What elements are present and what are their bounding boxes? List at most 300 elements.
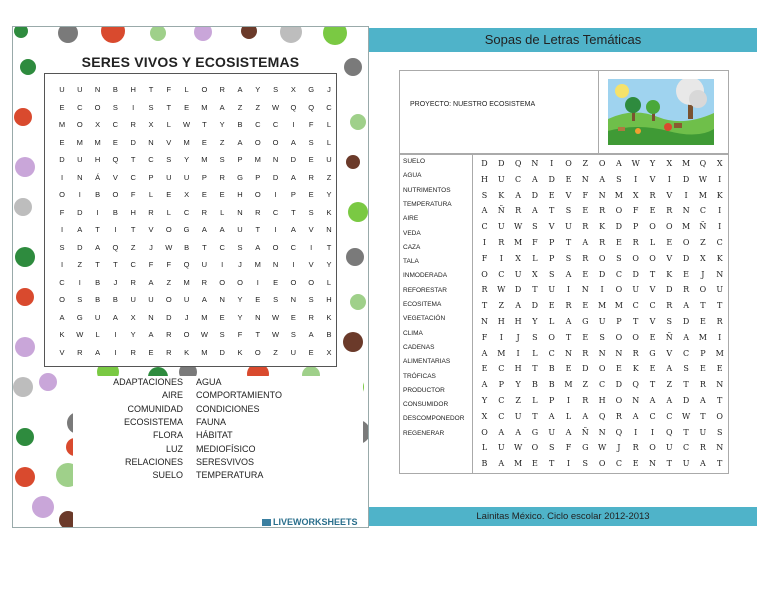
right-grid-letter: F — [632, 206, 639, 216]
right-grid-row — [400, 267, 730, 282]
left-grid-letter: I — [96, 207, 99, 217]
right-grid-letter: T — [649, 380, 656, 390]
left-grid-letter: R — [219, 172, 225, 182]
left-grid-letter: A — [237, 137, 243, 147]
right-grid-letter: L — [481, 443, 488, 453]
left-grid-letter: Y — [326, 190, 332, 199]
right-grid-letter: D — [514, 285, 522, 295]
left-grid-letter: S — [166, 155, 172, 164]
right-grid-letter: A — [481, 380, 488, 390]
left-grid-letter: M — [254, 260, 261, 269]
right-grid-letter: C — [683, 443, 690, 453]
right-grid-letter: Z — [515, 396, 521, 405]
right-grid-letter: I — [634, 174, 638, 184]
right-grid-letter: E — [582, 269, 589, 279]
right-grid-letter: G — [582, 443, 589, 453]
right-grid-row — [400, 219, 730, 234]
left-grid-letter: K — [184, 347, 190, 357]
right-grid-letter: D — [498, 159, 505, 168]
right-grid-letter: Z — [700, 238, 706, 247]
left-grid-letter: O — [254, 137, 261, 147]
left-grid-letter: L — [95, 330, 100, 339]
left-grid-letter: L — [184, 85, 189, 94]
right-grid-letter: N — [716, 269, 724, 279]
left-grid-letter: H — [94, 155, 101, 164]
right-grid-letter: O — [598, 159, 606, 168]
right-grid-letter: A — [565, 317, 572, 326]
right-grid-letter: W — [681, 411, 691, 421]
right-grid-letter: N — [598, 190, 606, 200]
left-grid-letter: U — [326, 155, 332, 164]
right-grid-letter: R — [632, 348, 639, 358]
right-grid-letter: H — [514, 317, 522, 326]
left-grid-letter: D — [77, 207, 83, 217]
right-grid-letter: C — [599, 380, 606, 390]
right-grid-letter: D — [598, 269, 606, 279]
right-grid-letter: Q — [632, 380, 639, 390]
left-grid-letter: R — [255, 207, 261, 217]
left-grid-letter: O — [219, 277, 226, 287]
left-grid-letter: Z — [273, 347, 278, 357]
left-grid-letter: I — [114, 347, 117, 357]
left-grid-letter: B — [95, 277, 101, 287]
left-grid-letter: I — [274, 190, 277, 199]
right-grid-row — [400, 377, 730, 392]
right-grid-letter: E — [699, 364, 706, 374]
right-grid-letter: S — [666, 317, 673, 326]
left-grid-letter: Z — [237, 102, 243, 112]
left-grid-letter: O — [254, 347, 261, 357]
left-grid-letter: E — [59, 102, 65, 112]
left-grid-letter: S — [308, 295, 314, 304]
right-grid-row — [400, 200, 730, 218]
left-grid-letter: D — [59, 155, 65, 164]
decorative-dot — [58, 27, 78, 43]
right-grid-letter: D — [615, 222, 623, 232]
left-grid-letter: E — [201, 190, 207, 199]
right-grid-letter: Ñ — [665, 332, 673, 342]
project-box — [399, 70, 729, 154]
right-grid-letter: U — [632, 285, 640, 295]
left-grid-letter: M — [201, 155, 208, 164]
left-grid-letter: Z — [166, 277, 172, 287]
right-grid-letter: O — [598, 364, 606, 374]
right-grid-letter: O — [598, 459, 606, 469]
right-grid-letter: N — [531, 159, 539, 168]
right-grid-letter: N — [598, 348, 606, 358]
left-grid-letter: T — [95, 225, 100, 234]
decorative-dot — [241, 27, 257, 39]
left-grid-letter: P — [255, 172, 261, 182]
right-word-item: VEGETACIÓN — [403, 315, 446, 323]
right-grid-letter: F — [582, 190, 589, 200]
right-grid-letter: O — [481, 427, 488, 437]
right-word-item: VEDA — [403, 229, 421, 237]
left-grid-letter: W — [165, 242, 173, 252]
left-grid-letter: N — [255, 312, 261, 322]
right-grid-letter: H — [514, 364, 522, 374]
right-grid-letter: P — [548, 238, 555, 247]
right-grid-letter: A — [532, 174, 538, 184]
right-word-item: DESCOMPONEDOR — [403, 415, 465, 423]
right-word-item: CONSUMIDOR — [403, 401, 449, 409]
left-grid-letter: E — [290, 312, 296, 322]
right-grid-letter: O — [615, 396, 623, 405]
right-grid-row — [400, 343, 730, 361]
left-grid-letter: U — [183, 295, 190, 304]
right-grid-letter: W — [698, 174, 707, 184]
left-grid-letter: R — [201, 207, 208, 217]
left-grid-letter: R — [166, 330, 172, 339]
left-word-list — [73, 376, 363, 528]
right-grid-letter: O — [632, 253, 639, 263]
decorative-dot — [15, 467, 35, 487]
right-grid-letter: A — [700, 459, 706, 469]
right-word-item: REFORESTAR — [403, 286, 447, 294]
right-grid-letter: E — [699, 317, 706, 326]
left-grid-letter: R — [130, 277, 136, 287]
right-grid-letter: U — [598, 317, 606, 326]
left-grid-letter: H — [237, 190, 243, 199]
right-grid-letter: J — [701, 269, 705, 279]
decorative-dot — [280, 27, 302, 43]
right-grid-letter: I — [499, 253, 503, 263]
right-grid-letter: D — [548, 174, 555, 184]
left-grid-letter: F — [237, 330, 243, 339]
right-grid-row — [400, 409, 730, 424]
right-grid-letter: T — [532, 411, 538, 421]
right-grid-letter: C — [481, 222, 488, 232]
left-word-item: COMUNIDAD — [127, 403, 183, 414]
decorative-dot — [16, 288, 34, 306]
left-grid-letter: T — [148, 85, 154, 94]
left-grid-letter: S — [273, 295, 279, 304]
left-word-item: SERESVIVOS — [196, 456, 255, 467]
right-grid-letter: R — [699, 380, 706, 390]
right-grid-letter: M — [681, 222, 691, 232]
right-grid-letter: T — [700, 411, 706, 421]
left-grid-letter: T — [113, 260, 118, 269]
left-grid-letter: I — [60, 172, 64, 182]
right-grid-letter: L — [532, 253, 538, 263]
decorative-dot — [348, 202, 368, 222]
left-grid-letter: B — [237, 120, 243, 129]
left-grid-letter: F — [308, 120, 314, 129]
decorative-dot — [32, 496, 54, 518]
right-grid-letter: K — [716, 253, 723, 263]
right-grid-letter: E — [481, 364, 488, 374]
right-grid-letter: I — [718, 174, 722, 184]
right-grid-letter: H — [598, 396, 606, 405]
left-grid-letter: J — [113, 277, 118, 287]
right-grid-letter: K — [599, 222, 606, 232]
right-grid-letter: L — [649, 238, 656, 247]
right-grid-letter: C — [716, 238, 723, 247]
right-grid-letter: A — [683, 301, 689, 311]
left-worksheet — [12, 26, 369, 528]
right-grid-letter: A — [481, 348, 488, 358]
right-grid-letter: O — [632, 332, 639, 342]
right-grid-letter: F — [481, 332, 488, 342]
right-grid-letter: R — [666, 301, 673, 311]
left-grid-letter: E — [59, 137, 65, 147]
right-grid-letter: V — [649, 174, 656, 184]
right-worksheet — [369, 26, 757, 526]
left-grid-letter: L — [166, 207, 171, 217]
right-grid-letter: A — [498, 427, 505, 437]
left-grid-letter: W — [183, 120, 191, 129]
right-grid-row — [400, 298, 730, 313]
left-grid-letter: D — [290, 155, 297, 164]
left-word-item: ECOSISTEMA — [123, 416, 183, 427]
left-grid-letter: I — [132, 102, 135, 112]
right-grid-letter: I — [499, 332, 503, 342]
left-grid-letter: F — [148, 260, 154, 269]
right-grid-letter: S — [548, 269, 555, 279]
left-grid-letter: P — [201, 172, 207, 182]
right-grid-letter: T — [481, 301, 488, 311]
left-grid-letter: N — [326, 225, 332, 234]
left-grid-letter: Y — [184, 155, 190, 164]
right-grid-letter: R — [582, 222, 589, 232]
left-grid-letter: Q — [290, 102, 297, 112]
right-grid-letter: D — [481, 159, 488, 168]
right-grid-letter: R — [632, 238, 639, 247]
right-grid-letter: A — [532, 206, 538, 216]
right-grid-letter: M — [614, 301, 623, 311]
right-grid-letter: Q — [598, 411, 606, 421]
right-grid-letter: U — [548, 285, 556, 295]
right-grid-letter: U — [716, 285, 724, 295]
left-grid-letter: I — [292, 120, 295, 129]
right-grid-letter: I — [600, 285, 604, 295]
left-grid-letter: O — [112, 190, 119, 199]
left-word-item: TEMPERATURA — [196, 470, 264, 481]
left-grid-letter: E — [184, 102, 190, 112]
right-grid-letter: T — [700, 301, 706, 311]
left-grid-letter: C — [183, 207, 190, 217]
right-grid-letter: M — [564, 380, 573, 390]
decorative-dot — [14, 108, 32, 126]
right-grid-letter: N — [598, 427, 606, 437]
left-grid-letter: M — [58, 120, 66, 129]
left-grid-letter: I — [60, 225, 64, 234]
right-grid-letter: A — [683, 332, 689, 342]
left-grid-letter: Y — [130, 330, 136, 339]
right-grid-letter: R — [699, 443, 706, 453]
left-grid-letter: C — [130, 172, 136, 182]
left-grid-letter: A — [308, 330, 314, 339]
right-grid-letter: M — [715, 348, 724, 358]
left-grid-letter: Y — [237, 295, 243, 304]
left-word-item: FAUNA — [196, 416, 227, 427]
left-grid-letter: A — [59, 312, 65, 322]
right-grid-letter: S — [616, 253, 622, 263]
left-grid-letter: B — [95, 295, 101, 304]
right-grid-letter: D — [682, 253, 690, 263]
left-grid-letter: L — [326, 137, 332, 147]
right-grid-row — [400, 456, 730, 471]
left-grid-letter: R — [166, 347, 172, 357]
left-grid-letter: H — [326, 295, 332, 304]
right-grid-letter: W — [513, 443, 523, 453]
left-grid-letter: E — [148, 347, 154, 357]
left-grid-letter: F — [166, 260, 172, 269]
right-grid-letter: A — [632, 411, 639, 421]
left-grid-letter: S — [77, 295, 83, 304]
left-grid-letter: T — [166, 102, 172, 112]
left-grid-letter: T — [291, 207, 296, 217]
decorative-dot — [346, 248, 364, 266]
left-grid-letter: C — [148, 155, 154, 164]
right-grid-letter: C — [498, 396, 505, 405]
right-grid-letter: W — [497, 285, 506, 295]
left-grid-letter: J — [184, 312, 189, 322]
right-grid-letter: E — [565, 174, 572, 184]
right-grid-letter: T — [666, 459, 672, 469]
right-footer: Lainitas México. Ciclo escolar 2012-2013 — [369, 507, 757, 526]
right-grid-letter: I — [667, 174, 671, 184]
right-grid-letter: T — [532, 285, 538, 295]
right-grid-letter: R — [632, 443, 639, 453]
right-grid-letter: N — [649, 459, 656, 469]
right-grid-letter: E — [649, 364, 656, 374]
right-grid-letter: C — [515, 174, 522, 184]
right-grid-letter: B — [548, 380, 555, 390]
right-grid-letter: A — [548, 411, 555, 421]
left-grid-letter: N — [148, 137, 154, 147]
right-grid-letter: A — [582, 238, 589, 247]
right-grid-letter: U — [497, 174, 505, 184]
right-grid-letter: K — [666, 269, 673, 279]
right-grid-letter: Ñ — [699, 222, 707, 232]
right-grid-letter: T — [565, 238, 572, 247]
left-grid-letter: C — [272, 120, 279, 129]
right-grid-letter: G — [582, 317, 589, 326]
left-grid-letter: S — [59, 242, 65, 252]
right-grid-letter: C — [498, 364, 505, 374]
right-grid-letter: D — [682, 396, 690, 405]
left-grid-letter: M — [76, 137, 83, 147]
right-grid-letter: E — [531, 459, 538, 469]
right-grid-letter: M — [597, 301, 607, 311]
left-grid-letter: Á — [95, 172, 101, 182]
right-grid-letter: O — [615, 332, 623, 342]
left-grid-letter: A — [148, 277, 154, 287]
right-grid-letter: T — [717, 301, 723, 311]
right-grid-letter: Y — [649, 159, 656, 168]
right-grid-letter: Z — [498, 301, 505, 311]
right-grid-letter: R — [582, 348, 589, 358]
right-grid-letter: D — [582, 364, 589, 374]
decorative-dot — [101, 27, 125, 43]
right-word-item: INMODERADA — [403, 272, 448, 280]
left-grid-letter: M — [201, 312, 208, 322]
right-grid-letter: O — [699, 285, 707, 295]
left-grid-letter: I — [274, 225, 277, 234]
left-grid-letter: C — [112, 120, 119, 129]
left-grid-letter: B — [112, 207, 118, 217]
left-grid-letter: E — [112, 137, 118, 147]
left-grid-letter: O — [76, 120, 83, 129]
left-grid-letter: E — [308, 155, 314, 164]
right-grid-letter: A — [498, 459, 505, 469]
right-grid-letter: T — [532, 364, 538, 374]
left-grid-letter: I — [221, 260, 224, 269]
right-word-item: NUTRIMENTOS — [403, 186, 451, 194]
right-grid-letter: V — [548, 222, 555, 232]
right-grid-letter: A — [515, 190, 521, 200]
right-grid-letter: A — [582, 411, 589, 421]
left-grid-letter: W — [272, 102, 280, 112]
decorative-dot — [350, 294, 366, 310]
right-grid-row — [400, 251, 730, 266]
left-grid-letter: B — [326, 330, 332, 339]
right-grid-letter: E — [548, 301, 555, 311]
left-grid-letter: R — [148, 207, 154, 217]
right-grid-letter: M — [698, 190, 707, 200]
left-grid-letter: P — [148, 172, 154, 182]
left-grid-letter: R — [219, 85, 225, 94]
left-word-item: AIRE — [161, 390, 183, 401]
left-grid-letter: T — [255, 330, 261, 339]
left-grid-letter: E — [255, 295, 261, 304]
left-grid-letter: C — [219, 242, 225, 252]
left-grid-letter: V — [308, 260, 314, 269]
right-grid-row — [400, 282, 730, 297]
right-word-item: TEMPERATURA — [403, 200, 452, 208]
right-grid-letter: S — [481, 190, 488, 200]
left-grid-letter: A — [290, 172, 296, 182]
left-grid-letter: U — [183, 172, 190, 182]
right-grid-letter: Q — [666, 427, 673, 437]
right-grid-letter: J — [516, 332, 520, 342]
right-grid-letter: O — [481, 269, 488, 279]
right-grid-letter: N — [716, 443, 724, 453]
left-grid-letter: N — [272, 260, 279, 269]
left-word-item: SUELO — [152, 470, 183, 481]
right-word-item: SUELO — [403, 158, 426, 165]
right-grid-letter: V — [649, 317, 656, 326]
right-grid-letter: X — [716, 159, 723, 168]
right-grid-letter: M — [497, 348, 506, 358]
left-grid-letter: Q — [112, 155, 119, 164]
left-grid-letter: Y — [326, 260, 332, 269]
right-grid-letter: P — [616, 317, 622, 326]
left-grid-letter: A — [201, 295, 207, 304]
left-grid-letter: S — [148, 102, 154, 112]
right-grid-letter: E — [548, 190, 555, 200]
left-word-search-grid — [44, 73, 337, 367]
left-grid-letter: V — [148, 225, 154, 234]
right-grid-letter: U — [548, 427, 556, 437]
left-grid-letter: G — [183, 225, 190, 234]
decorative-dot — [343, 332, 363, 352]
right-grid-letter: I — [566, 396, 571, 405]
right-grid-letter: I — [650, 427, 655, 437]
right-grid-row — [400, 330, 730, 345]
left-grid-letter: L — [326, 120, 332, 129]
right-grid-letter: I — [566, 459, 571, 469]
right-grid-letter: M — [698, 332, 707, 342]
left-grid-letter: F — [130, 190, 136, 199]
right-grid-letter: I — [516, 348, 520, 358]
left-grid-letter: N — [77, 172, 83, 182]
right-grid-letter: M — [513, 238, 523, 247]
left-grid-letter: S — [219, 155, 225, 164]
left-grid-letter: O — [165, 225, 172, 234]
left-grid-letter: I — [310, 242, 313, 252]
